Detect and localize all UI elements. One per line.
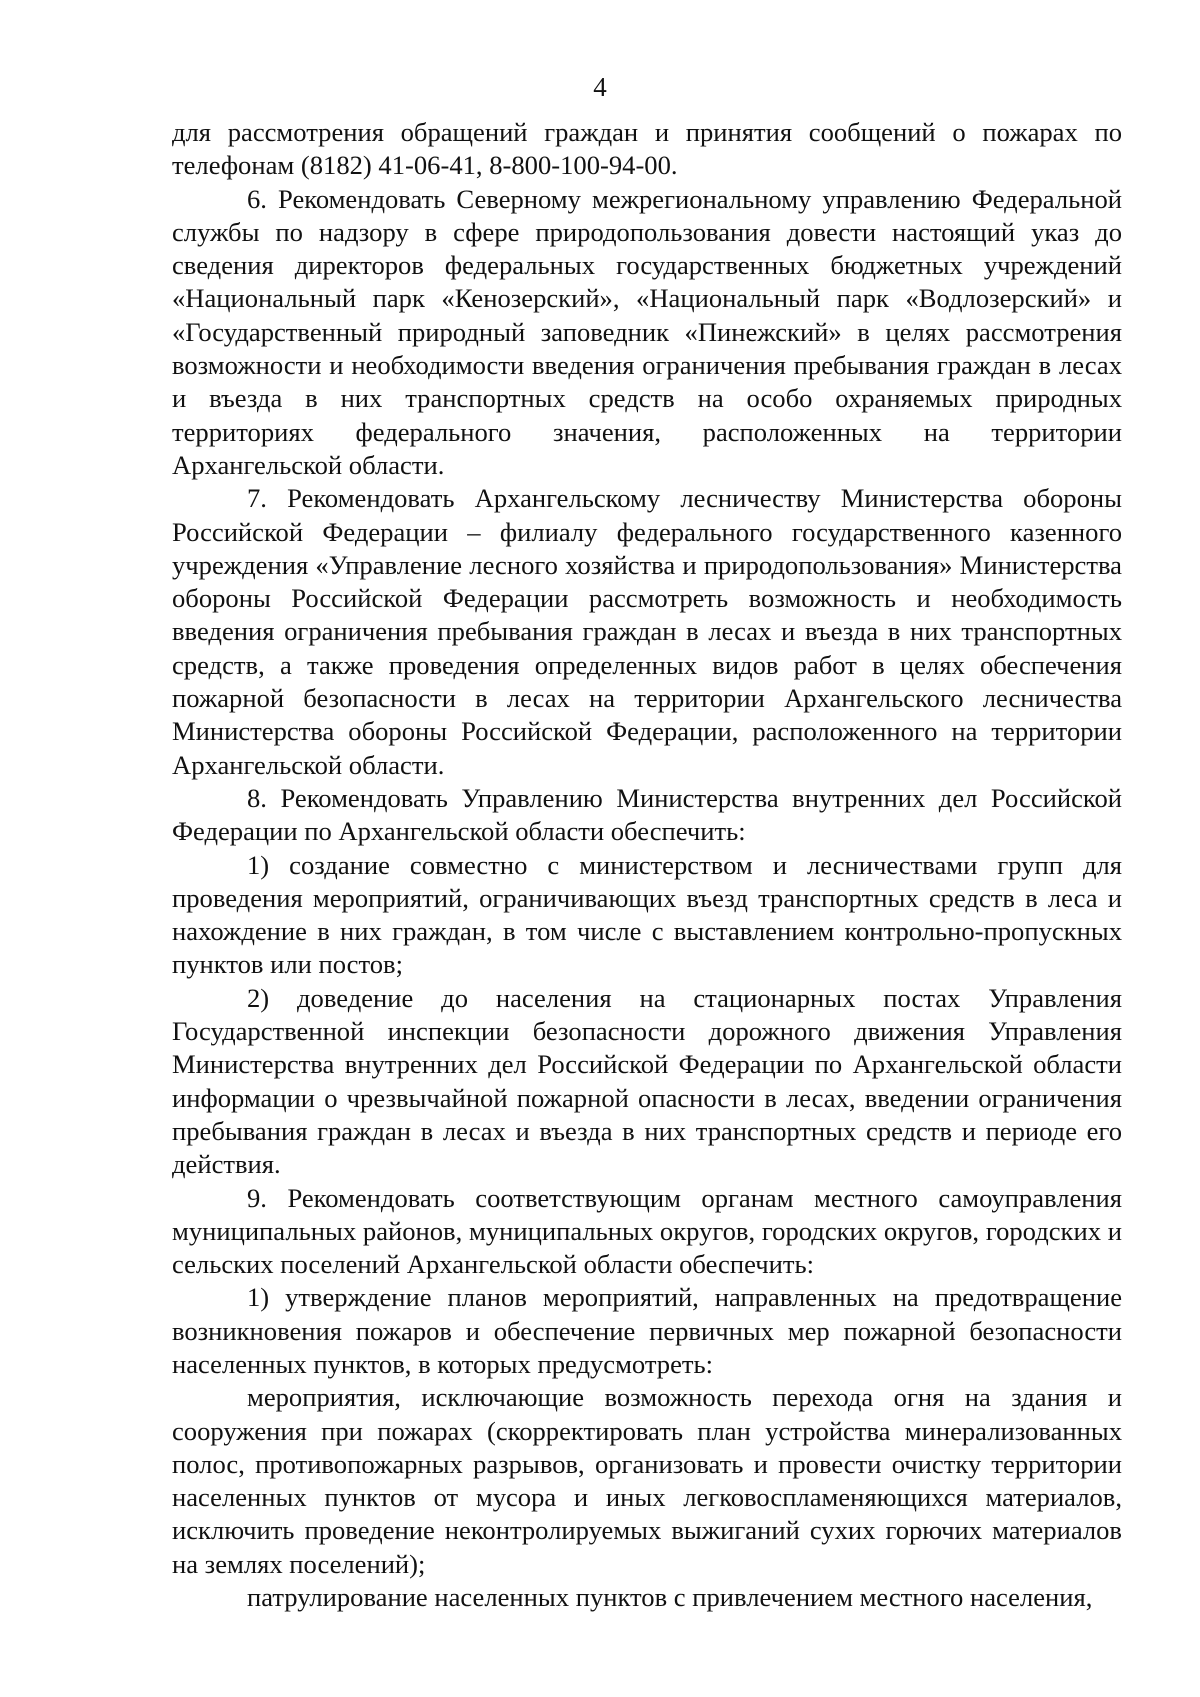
paragraph-continuation: для рассмотрения обращений граждан и принятия сообщений о пожарах по телефонам (8182) 41-06-41, 8-800-100-94-00. bbox=[172, 117, 1122, 181]
paragraph-measures: мероприятия, исключающие возможность перехода огня на здания и сооружения при пожарах (скорректировать план устройства минерализованных полос, противопожарных разрывов, организовать и провести очистку территории населенных пунктов от мусора и иных легковоспламеняющихся материалов, исключить проведение неконтролируемых выжиганий сухих горючих материалов на землях поселений); bbox=[172, 1382, 1122, 1579]
paragraph-item-8-1: 1) создание совместно с министерством и лесничествами групп для проведения мероприятий, ограничивающих въезд транспортных средств в леса и нахождение в них граждан, в том числе с выставлением контрольно-пропускных пунктов или постов; bbox=[172, 849, 1122, 980]
paragraph-item-9-1: 1) утверждение планов мероприятий, направленных на предотвращение возникновения пожаров и обеспечение первичных мер пожарной безопасности населенных пунктов, в которых предусмотреть: bbox=[172, 1282, 1122, 1379]
paragraph-item-8: 8. Рекомендовать Управлению Министерства внутренних дел Российской Федерации по Архангельской области обеспечить: bbox=[172, 782, 1122, 847]
paragraph-item-6: 6. Рекомендовать Северному межрегиональному управлению Федеральной службы по надзору в сфере природопользования довести настоящий указ до сведения директоров федеральных государственных бюджетных учреждений «Национальный парк «Кенозерский», «Национальный парк «Водлозерский» и «Государственный природный заповедник «Пинежский» в целях рассмотрения возможности и необходимости введения ограничения пребывания граждан в лесах и въезда в них транспортных средств на особо охраняемых природных территориях федерального значения, расположенных на территории Архангельской области. bbox=[172, 183, 1122, 480]
paragraph-item-9: 9. Рекомендовать соответствующим органам местного самоуправления муниципальных районов, муниципальных округов, городских округов, городских и сельских поселений Архангельской области обеспечить: bbox=[172, 1182, 1122, 1280]
page-number: 4 bbox=[593, 72, 607, 102]
paragraph-item-7: 7. Рекомендовать Архангельскому лесничеству Министерства обороны Российской Федерации – филиалу федерального государственного казенного учреждения «Управление лесного хозяйства и природопользования» Министерства обороны Российской Федерации рассмотреть возможность и необходимость введения ограничения пребывания граждан в лесах и въезда в них транспортных средств, а также проведения определенных видов работ в целях обеспечения пожарной безопасности в лесах на территории Архангельского лесничества Министерства обороны Российской Федерации, расположенного на территории Архангельской области. bbox=[172, 483, 1122, 780]
paragraph-patrolling: патрулирование населенных пунктов с привлечением местного населения, bbox=[247, 1582, 1093, 1613]
paragraph-item-8-2: 2) доведение до населения на стационарных постах Управления Государственной инспекции безопасности дорожного движения Управления Министерства внутренних дел Российской Федерации по Архангельской области информации о чрезвычайной пожарной опасности в лесах, введении ограничения пребывания граждан в лесах и въезда в них транспортных средств и периоде его действия. bbox=[172, 982, 1122, 1180]
document-body bbox=[172, 116, 1122, 1614]
